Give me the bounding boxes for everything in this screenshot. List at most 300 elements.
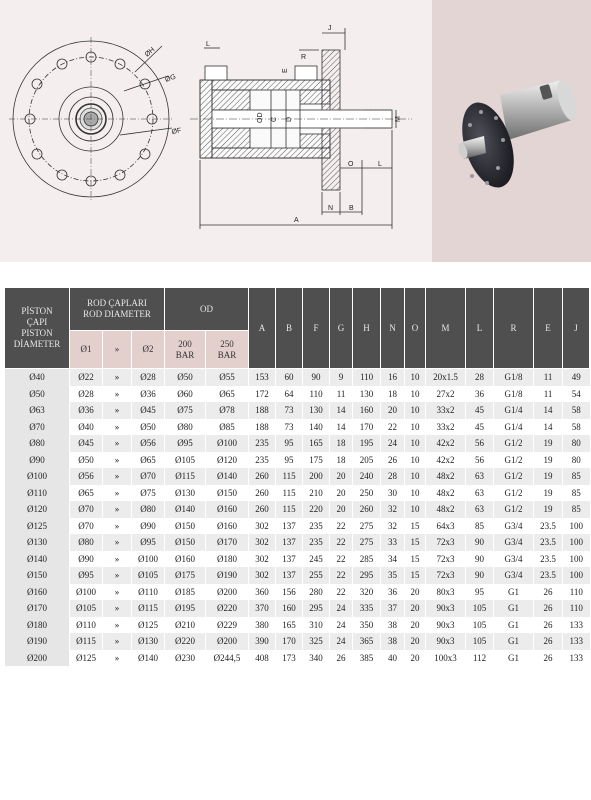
table-cell: G3/4 bbox=[494, 551, 534, 568]
table-cell: 390 bbox=[249, 633, 276, 650]
table-cell: 110 bbox=[563, 600, 590, 617]
header-200bar-line: BAR bbox=[175, 349, 195, 360]
header-200bar-line: 200 bbox=[178, 338, 192, 349]
table-cell: 48x2 bbox=[426, 485, 466, 502]
table-cell: G1/8 bbox=[494, 369, 534, 386]
table-cell: 19 bbox=[534, 468, 563, 485]
table-cell: » bbox=[103, 369, 132, 386]
table-cell: 20 bbox=[405, 633, 426, 650]
table-cell: 26 bbox=[381, 452, 405, 469]
table-cell: 245 bbox=[303, 551, 330, 568]
table-cell: Ø175 bbox=[165, 567, 206, 584]
table-cell: » bbox=[103, 435, 132, 452]
table-cell: 10 bbox=[405, 435, 426, 452]
dim-j-label: J bbox=[328, 25, 332, 32]
table-cell: 85 bbox=[563, 501, 590, 518]
table-cell: » bbox=[103, 419, 132, 436]
table-cell: 63 bbox=[466, 468, 494, 485]
table-cell: 22 bbox=[330, 518, 353, 535]
table-cell: G1/4 bbox=[494, 402, 534, 419]
table-cell: 11 bbox=[534, 369, 563, 386]
table-cell: 32 bbox=[381, 501, 405, 518]
table-cell: G1 bbox=[494, 584, 534, 601]
table-cell: 260 bbox=[353, 501, 381, 518]
table-cell: Ø140 bbox=[206, 468, 249, 485]
table-cell: Ø110 bbox=[70, 617, 103, 634]
table-cell: 20 bbox=[330, 501, 353, 518]
table-cell: » bbox=[103, 518, 132, 535]
cylinder-3d-render bbox=[453, 78, 581, 194]
table-cell: 235 bbox=[303, 534, 330, 551]
table-cell: Ø160 bbox=[5, 584, 70, 601]
table-cell: 105 bbox=[466, 633, 494, 650]
table-cell: 14 bbox=[330, 419, 353, 436]
header-col-f: F bbox=[303, 288, 330, 369]
table-cell: Ø75 bbox=[132, 485, 165, 502]
table-cell: 370 bbox=[249, 600, 276, 617]
technical-drawing bbox=[0, 0, 591, 262]
header-piston-line: PİSTON bbox=[21, 306, 53, 316]
table-cell: 22 bbox=[330, 584, 353, 601]
table-cell: 48x2 bbox=[426, 501, 466, 518]
table-cell: 85 bbox=[563, 468, 590, 485]
table-cell: 173 bbox=[276, 650, 303, 667]
table-cell: Ø160 bbox=[165, 551, 206, 568]
table-cell: 235 bbox=[249, 435, 276, 452]
table-cell: 16 bbox=[381, 369, 405, 386]
table-cell: 260 bbox=[249, 485, 276, 502]
table-cell: 24 bbox=[330, 633, 353, 650]
table-cell: » bbox=[103, 617, 132, 634]
table-cell: 188 bbox=[249, 419, 276, 436]
table-cell: Ø130 bbox=[5, 534, 70, 551]
table-cell: Ø75 bbox=[165, 402, 206, 419]
table-cell: 15 bbox=[405, 551, 426, 568]
table-cell: 30 bbox=[381, 485, 405, 502]
table-cell: 175 bbox=[303, 452, 330, 469]
dim-l-side-label: L bbox=[378, 161, 382, 168]
table-cell: 19 bbox=[534, 501, 563, 518]
table-cell: Ø150 bbox=[5, 567, 70, 584]
table-cell: Ø65 bbox=[70, 485, 103, 502]
table-cell: Ø50 bbox=[5, 386, 70, 403]
table-cell: G1/2 bbox=[494, 468, 534, 485]
dim-r-label: R bbox=[301, 54, 307, 61]
table-cell: Ø185 bbox=[165, 584, 206, 601]
table-cell: 90 bbox=[466, 551, 494, 568]
table-cell: 100x3 bbox=[426, 650, 466, 667]
table-cell: 325 bbox=[303, 633, 330, 650]
table-cell: 90x3 bbox=[426, 633, 466, 650]
table-cell: Ø63 bbox=[5, 402, 70, 419]
table-cell: Ø105 bbox=[70, 600, 103, 617]
table-cell: Ø65 bbox=[132, 452, 165, 469]
header-piston-diameter bbox=[5, 288, 70, 369]
table-cell: 36 bbox=[381, 584, 405, 601]
header-od-200bar bbox=[165, 331, 206, 369]
table-cell: 302 bbox=[249, 534, 276, 551]
table-cell: 302 bbox=[249, 551, 276, 568]
table-cell: 48x2 bbox=[426, 468, 466, 485]
table-cell: 64 bbox=[276, 386, 303, 403]
table-cell: 95 bbox=[466, 584, 494, 601]
table-cell: Ø115 bbox=[165, 468, 206, 485]
table-cell: 24 bbox=[330, 600, 353, 617]
table-cell: G1 bbox=[494, 650, 534, 667]
table-cell: 34 bbox=[381, 551, 405, 568]
table-cell: 10 bbox=[405, 485, 426, 502]
table-cell: G1/8 bbox=[494, 386, 534, 403]
table-cell: Ø60 bbox=[165, 386, 206, 403]
table-cell: 172 bbox=[249, 386, 276, 403]
table-cell: Ø90 bbox=[132, 518, 165, 535]
table-cell: 26 bbox=[534, 617, 563, 634]
specs-table-body bbox=[5, 369, 590, 667]
table-cell: Ø56 bbox=[70, 468, 103, 485]
table-cell: Ø210 bbox=[165, 617, 206, 634]
table-cell: G3/4 bbox=[494, 567, 534, 584]
table-cell: » bbox=[103, 452, 132, 469]
table-cell: 15 bbox=[405, 518, 426, 535]
table-cell: 85 bbox=[563, 485, 590, 502]
table-row bbox=[5, 518, 590, 535]
table-cell: 20 bbox=[381, 402, 405, 419]
table-row bbox=[5, 369, 590, 386]
table-cell: 210 bbox=[303, 485, 330, 502]
table-cell: » bbox=[103, 468, 132, 485]
header-od-250bar bbox=[206, 331, 249, 369]
table-cell: 105 bbox=[466, 617, 494, 634]
table-cell: 35 bbox=[381, 567, 405, 584]
table-cell: 90x3 bbox=[426, 617, 466, 634]
table-cell: 295 bbox=[303, 600, 330, 617]
table-cell: 170 bbox=[276, 633, 303, 650]
table-cell: Ø120 bbox=[5, 501, 70, 518]
table-cell: 23.5 bbox=[534, 518, 563, 535]
table-cell: G1/2 bbox=[494, 452, 534, 469]
table-row bbox=[5, 468, 590, 485]
table-cell: Ø50 bbox=[132, 419, 165, 436]
table-cell: 36 bbox=[466, 386, 494, 403]
table-cell: Ø120 bbox=[206, 452, 249, 469]
table-cell: 11 bbox=[534, 386, 563, 403]
header-col-o: O bbox=[405, 288, 426, 369]
table-cell: » bbox=[103, 633, 132, 650]
table-cell: Ø80 bbox=[165, 419, 206, 436]
table-cell: 115 bbox=[276, 468, 303, 485]
table-cell: Ø125 bbox=[132, 617, 165, 634]
table-cell: 20 bbox=[330, 485, 353, 502]
table-cell: Ø105 bbox=[132, 567, 165, 584]
table-cell: 72x3 bbox=[426, 567, 466, 584]
table-cell: G3/4 bbox=[494, 518, 534, 535]
table-row bbox=[5, 633, 590, 650]
specs-table-head bbox=[5, 288, 590, 369]
table-cell: 38 bbox=[381, 617, 405, 634]
table-cell: 49 bbox=[563, 369, 590, 386]
table-cell: 9 bbox=[330, 369, 353, 386]
table-cell: Ø50 bbox=[165, 369, 206, 386]
table-cell: Ø28 bbox=[132, 369, 165, 386]
table-cell: Ø110 bbox=[132, 584, 165, 601]
table-cell: 22 bbox=[330, 551, 353, 568]
dim-c-label: C bbox=[271, 116, 278, 122]
table-cell: 20x1.5 bbox=[426, 369, 466, 386]
table-cell: 260 bbox=[249, 501, 276, 518]
table-cell: Ø45 bbox=[132, 402, 165, 419]
table-cell: 115 bbox=[276, 485, 303, 502]
table-cell: Ø70 bbox=[132, 468, 165, 485]
table-cell: 133 bbox=[563, 633, 590, 650]
table-cell: 14 bbox=[330, 402, 353, 419]
table-cell: 220 bbox=[303, 501, 330, 518]
table-cell: Ø229 bbox=[206, 617, 249, 634]
dim-d-label: D bbox=[286, 116, 293, 122]
table-cell: Ø85 bbox=[206, 419, 249, 436]
table-row bbox=[5, 567, 590, 584]
table-cell: Ø190 bbox=[206, 567, 249, 584]
table-cell: 255 bbox=[303, 567, 330, 584]
table-cell: 10 bbox=[405, 386, 426, 403]
table-row bbox=[5, 551, 590, 568]
table-cell: 19 bbox=[534, 485, 563, 502]
table-cell: 10 bbox=[405, 402, 426, 419]
table-cell: 385 bbox=[353, 650, 381, 667]
header-col-n: N bbox=[381, 288, 405, 369]
table-cell: 285 bbox=[353, 551, 381, 568]
table-cell: 365 bbox=[353, 633, 381, 650]
table-cell: 20 bbox=[405, 584, 426, 601]
table-cell: Ø95 bbox=[165, 435, 206, 452]
table-cell: Ø40 bbox=[5, 369, 70, 386]
table-cell: Ø130 bbox=[132, 633, 165, 650]
table-cell: 80 bbox=[563, 435, 590, 452]
table-cell: 260 bbox=[249, 468, 276, 485]
table-cell: Ø150 bbox=[206, 485, 249, 502]
header-rod-line: ROD DIAMETER bbox=[83, 309, 151, 319]
table-cell: 73 bbox=[276, 402, 303, 419]
table-cell: 18 bbox=[381, 386, 405, 403]
header-col-e: E bbox=[534, 288, 563, 369]
header-rod-o2: Ø2 bbox=[132, 331, 165, 369]
table-cell: 20 bbox=[405, 617, 426, 634]
table-cell: Ø78 bbox=[206, 402, 249, 419]
table-cell: 165 bbox=[276, 617, 303, 634]
table-cell: Ø70 bbox=[5, 419, 70, 436]
table-cell: 195 bbox=[353, 435, 381, 452]
table-cell: Ø36 bbox=[132, 386, 165, 403]
table-cell: 33x2 bbox=[426, 402, 466, 419]
table-cell: 22 bbox=[330, 567, 353, 584]
table-cell: 26 bbox=[534, 650, 563, 667]
table-cell: 160 bbox=[276, 600, 303, 617]
table-cell: 105 bbox=[466, 600, 494, 617]
table-cell: Ø80 bbox=[132, 501, 165, 518]
table-cell: 60 bbox=[276, 369, 303, 386]
table-cell: 20 bbox=[405, 650, 426, 667]
table-cell: 56 bbox=[466, 452, 494, 469]
table-cell: 24 bbox=[330, 617, 353, 634]
header-col-a: A bbox=[249, 288, 276, 369]
table-row bbox=[5, 485, 590, 502]
table-cell: Ø180 bbox=[5, 617, 70, 634]
table-cell: Ø200 bbox=[206, 633, 249, 650]
table-cell: 95 bbox=[276, 452, 303, 469]
table-cell: 28 bbox=[466, 369, 494, 386]
table-cell: 26 bbox=[534, 600, 563, 617]
table-row bbox=[5, 584, 590, 601]
dim-od-label: OD bbox=[257, 112, 264, 123]
table-cell: Ø180 bbox=[206, 551, 249, 568]
header-col-h: H bbox=[353, 288, 381, 369]
header-rod-line: ROD ÇAPLARI bbox=[87, 298, 147, 308]
table-cell: 32 bbox=[381, 518, 405, 535]
table-cell: 54 bbox=[563, 386, 590, 403]
table-cell: 240 bbox=[353, 468, 381, 485]
table-cell: Ø36 bbox=[70, 402, 103, 419]
header-piston-line: ÇAPI bbox=[26, 317, 48, 327]
table-cell: Ø50 bbox=[70, 452, 103, 469]
table-cell: 22 bbox=[381, 419, 405, 436]
table-cell: » bbox=[103, 386, 132, 403]
table-cell: Ø160 bbox=[206, 501, 249, 518]
table-cell: Ø100 bbox=[70, 584, 103, 601]
table-cell: 302 bbox=[249, 518, 276, 535]
header-250bar-line: BAR bbox=[217, 349, 237, 360]
table-cell: 100 bbox=[563, 534, 590, 551]
table-cell: 100 bbox=[563, 551, 590, 568]
table-cell: 37 bbox=[381, 600, 405, 617]
table-cell: 10 bbox=[405, 369, 426, 386]
table-cell: 165 bbox=[303, 435, 330, 452]
table-cell: Ø125 bbox=[70, 650, 103, 667]
table-row bbox=[5, 534, 590, 551]
table-cell: 26 bbox=[534, 633, 563, 650]
table-cell: 19 bbox=[534, 452, 563, 469]
table-cell: 235 bbox=[303, 518, 330, 535]
table-cell: Ø244,5 bbox=[206, 650, 249, 667]
table-cell: » bbox=[103, 501, 132, 518]
table-row bbox=[5, 402, 590, 419]
table-cell: 26 bbox=[330, 650, 353, 667]
header-od: OD bbox=[165, 288, 249, 331]
table-cell: Ø56 bbox=[132, 435, 165, 452]
header-col-m: M bbox=[426, 288, 466, 369]
table-cell: Ø125 bbox=[5, 518, 70, 535]
table-cell: G1/2 bbox=[494, 501, 534, 518]
table-cell: Ø140 bbox=[5, 551, 70, 568]
table-cell: 10 bbox=[405, 452, 426, 469]
table-cell: Ø100 bbox=[5, 468, 70, 485]
table-cell: Ø45 bbox=[70, 435, 103, 452]
header-col-g: G bbox=[330, 288, 353, 369]
table-cell: Ø160 bbox=[206, 518, 249, 535]
table-cell: Ø150 bbox=[165, 534, 206, 551]
table-cell: 27x2 bbox=[426, 386, 466, 403]
table-cell: Ø70 bbox=[70, 518, 103, 535]
table-cell: 110 bbox=[353, 369, 381, 386]
table-cell: 160 bbox=[353, 402, 381, 419]
table-cell: 250 bbox=[353, 485, 381, 502]
table-cell: 90 bbox=[303, 369, 330, 386]
table-cell: 58 bbox=[563, 419, 590, 436]
table-cell: 38 bbox=[381, 633, 405, 650]
table-cell: Ø90 bbox=[70, 551, 103, 568]
table-cell: 10 bbox=[405, 468, 426, 485]
table-cell: Ø220 bbox=[206, 600, 249, 617]
table-cell: 11 bbox=[330, 386, 353, 403]
table-cell: Ø195 bbox=[165, 600, 206, 617]
table-cell: 85 bbox=[466, 518, 494, 535]
table-cell: 115 bbox=[276, 501, 303, 518]
table-cell: Ø230 bbox=[165, 650, 206, 667]
table-row bbox=[5, 386, 590, 403]
table-cell: 18 bbox=[330, 452, 353, 469]
dim-h-label: ØH bbox=[143, 46, 157, 59]
table-cell: » bbox=[103, 584, 132, 601]
table-cell: G1/2 bbox=[494, 485, 534, 502]
table-cell: 350 bbox=[353, 617, 381, 634]
table-cell: Ø70 bbox=[70, 501, 103, 518]
table-cell: » bbox=[103, 600, 132, 617]
table-cell: 20 bbox=[405, 600, 426, 617]
dim-e-label: E bbox=[282, 68, 289, 73]
table-cell: 110 bbox=[563, 584, 590, 601]
table-cell: 90 bbox=[466, 567, 494, 584]
table-cell: 45 bbox=[466, 419, 494, 436]
dim-g-label: ØG bbox=[164, 73, 177, 84]
table-cell: 188 bbox=[249, 402, 276, 419]
table-cell: G1 bbox=[494, 617, 534, 634]
dim-m-label: M bbox=[395, 116, 402, 122]
table-cell: Ø95 bbox=[70, 567, 103, 584]
table-cell: Ø140 bbox=[165, 501, 206, 518]
table-cell: 80x3 bbox=[426, 584, 466, 601]
table-cell: Ø115 bbox=[132, 600, 165, 617]
table-cell: 360 bbox=[249, 584, 276, 601]
table-cell: 95 bbox=[276, 435, 303, 452]
table-cell: 100 bbox=[563, 567, 590, 584]
table-row bbox=[5, 600, 590, 617]
table-cell: 170 bbox=[353, 419, 381, 436]
table-cell: Ø140 bbox=[132, 650, 165, 667]
table-cell: Ø170 bbox=[206, 534, 249, 551]
table-cell: 15 bbox=[405, 534, 426, 551]
table-cell: 63 bbox=[466, 485, 494, 502]
table-cell: 72x3 bbox=[426, 551, 466, 568]
table-cell: 15 bbox=[405, 567, 426, 584]
table-cell: Ø28 bbox=[70, 386, 103, 403]
table-cell: Ø100 bbox=[206, 435, 249, 452]
table-cell: Ø22 bbox=[70, 369, 103, 386]
table-cell: 23.5 bbox=[534, 567, 563, 584]
table-cell: 10 bbox=[405, 419, 426, 436]
table-cell: 340 bbox=[303, 650, 330, 667]
table-cell: Ø110 bbox=[5, 485, 70, 502]
table-cell: G1/4 bbox=[494, 419, 534, 436]
table-row bbox=[5, 501, 590, 518]
table-cell: Ø65 bbox=[206, 386, 249, 403]
table-cell: Ø55 bbox=[206, 369, 249, 386]
header-250bar-line: 250 bbox=[220, 338, 234, 349]
table-cell: Ø190 bbox=[5, 633, 70, 650]
header-rod-o1: Ø1 bbox=[70, 331, 103, 369]
header-col-r: R bbox=[494, 288, 534, 369]
table-cell: G1 bbox=[494, 600, 534, 617]
table-cell: 133 bbox=[563, 617, 590, 634]
table-row bbox=[5, 419, 590, 436]
table-cell: 14 bbox=[534, 402, 563, 419]
